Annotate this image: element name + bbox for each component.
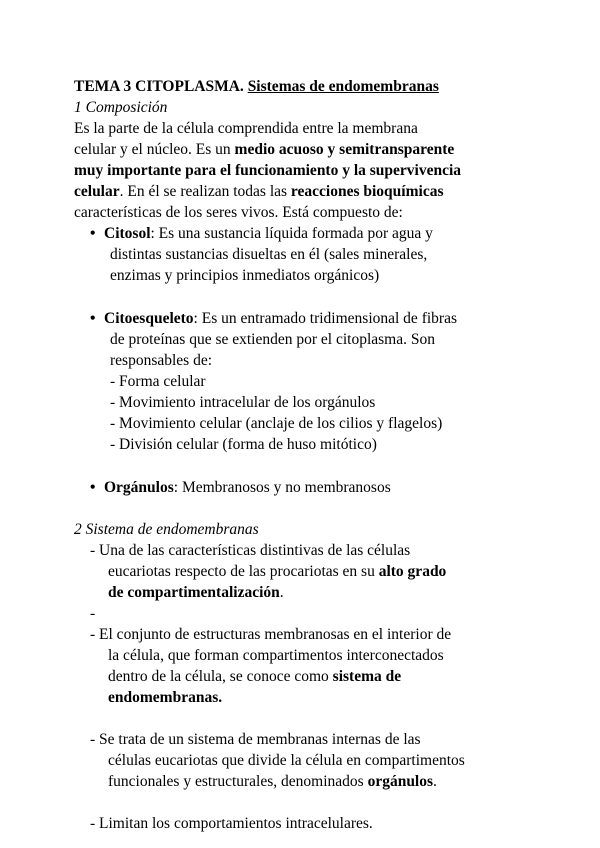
citoesqueleto-text: : Es un entramado tridimensional de fibras <box>193 310 457 327</box>
bullet-dot: • <box>90 310 96 327</box>
text-line <box>74 160 544 181</box>
title-underlined: Sistemas de endomembranas <box>247 78 439 95</box>
text-line <box>74 561 544 582</box>
text-run: dentro de la célula, se conoce como <box>108 668 333 685</box>
page-title <box>74 76 544 97</box>
text-run: eucariotas respecto de las procariotas en su <box>108 563 379 580</box>
citoesqueleto-item: - Movimiento celular (anclaje de los cilios y flagelos) <box>110 415 443 432</box>
bullet-dot: • <box>90 225 96 242</box>
text-line <box>74 181 544 202</box>
text-line <box>74 645 544 666</box>
text-run: . <box>279 584 284 601</box>
text-run: - Se trata de un sistema de membranas internas de las <box>90 731 421 748</box>
text-line <box>74 666 544 687</box>
citoesqueleto-line: responsables de: <box>110 352 213 369</box>
bold-text: endomembranas. <box>108 689 223 706</box>
title-prefix: TEMA 3 CITOPLASMA. <box>74 78 244 95</box>
citoesqueleto-item: - Forma celular <box>110 373 206 390</box>
organulos-term: Orgánulos <box>104 479 174 496</box>
citosol-term: Citosol <box>104 225 151 242</box>
citosol-text: : Es una sustancia líquida formada por agua y <box>150 225 433 242</box>
text-run: . <box>433 773 437 790</box>
bullet-citosol <box>74 223 544 286</box>
text-run: - Una de las características distintivas de las células <box>90 542 411 559</box>
section1-intro <box>74 118 544 223</box>
citosol-line: distintas sustancias disueltas en él (sales minerales, <box>110 246 428 263</box>
section2-heading: 2 Sistema de endomembranas <box>74 521 259 538</box>
bullet-dot: • <box>90 479 96 496</box>
text-line <box>74 139 544 160</box>
bullet-citoesqueleto <box>74 308 544 455</box>
text-run: células eucariotas que divide la célula en compartimentos <box>108 752 465 769</box>
section1-heading: 1 Composición <box>74 99 168 116</box>
citoesqueleto-term: Citoesqueleto <box>104 310 194 327</box>
text-line <box>74 771 544 792</box>
bold-text: muy importante para el funcionamiento y la supervivencia <box>74 162 462 179</box>
bold-text: celular <box>74 183 120 200</box>
text-run: Es la parte de la célula comprendida entre la membrana <box>74 120 418 137</box>
bold-text: alto grado <box>378 563 447 580</box>
text-run: . En él se realizan todas las <box>119 183 291 200</box>
bold-text: de compartimentalización <box>108 584 280 601</box>
text-line <box>74 582 544 603</box>
organulos-text: : Membranosos y no membranosos <box>173 479 391 496</box>
bold-text: medio acuoso y semitransparente <box>234 141 455 158</box>
document-page <box>74 76 544 834</box>
section2-paragraph-4: - Limitan los comportamientos intracelulares. <box>90 815 373 832</box>
citosol-first-line <box>74 223 544 244</box>
text-line <box>74 540 544 561</box>
text-line <box>74 729 544 750</box>
citoesqueleto-item: - División celular (forma de huso mitótico) <box>110 436 377 453</box>
citoesqueleto-first-line <box>74 308 544 329</box>
text-line <box>74 624 544 645</box>
text-line <box>74 202 544 223</box>
text-run: - El conjunto de estructuras membranosas en el interior de <box>90 626 452 643</box>
citoesqueleto-item: - Movimiento intracelular de los orgánulos <box>110 394 376 411</box>
bullet-organulos <box>74 477 544 498</box>
organulos-line <box>74 477 544 498</box>
section2-paragraph-3 <box>74 729 544 792</box>
bold-text: orgánulos <box>367 773 434 790</box>
lone-dash: - <box>90 605 96 622</box>
text-run: funcionales y estructurales, denominados <box>108 773 368 790</box>
bold-text: sistema de <box>332 668 402 685</box>
citoesqueleto-line: de proteínas que se extienden por el citoplasma. Son <box>110 331 435 348</box>
text-line <box>74 118 544 139</box>
section2-paragraph-1 <box>74 540 544 603</box>
text-line <box>74 687 544 708</box>
text-run: la célula, que forman compartimentos interconectados <box>108 647 444 664</box>
section2-paragraph-2 <box>74 624 544 708</box>
citosol-line: enzimas y principios inmediatos orgánicos) <box>110 267 380 284</box>
text-run: características de los seres vivos. Está compuesto de: <box>74 204 403 221</box>
text-run: celular y el núcleo. Es un <box>74 141 235 158</box>
bold-text: reacciones bioquímicas <box>290 183 444 200</box>
text-line <box>74 750 544 771</box>
